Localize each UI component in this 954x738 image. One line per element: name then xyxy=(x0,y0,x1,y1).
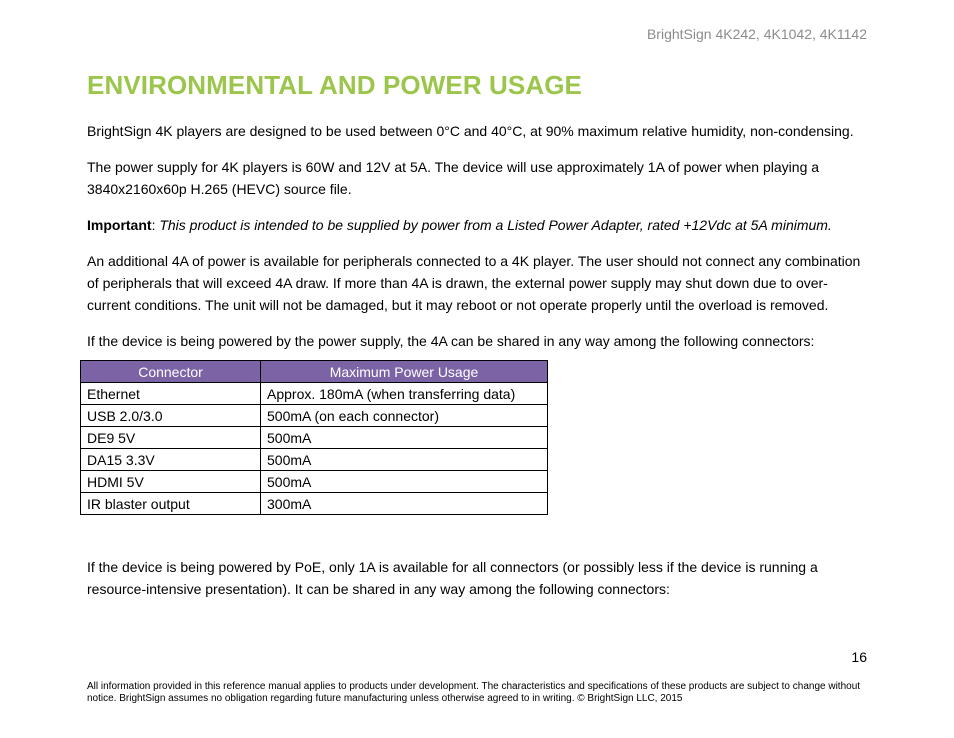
table-header-row xyxy=(81,361,548,383)
connector-power-table xyxy=(80,360,548,515)
important-text: This product is intended to be supplied by power from a Listed Power Adapter, rated +12Vdc at 5A minimum. xyxy=(159,217,832,233)
power-usage-cell: 500mA (on each connector) xyxy=(261,405,548,427)
table-row xyxy=(81,383,548,405)
column-header-connector: Connector xyxy=(81,361,261,383)
important-notice xyxy=(87,214,871,236)
peripheral-power-paragraph: An additional 4A of power is available for peripherals connected to a 4K player. The user should not connect any combination of peripherals that will exceed 4A draw. If more than 4A is drawn, the external power supply may shut down due to over-current conditions. The unit will not be damaged, but it may reboot or not operate properly until the overload is removed. xyxy=(87,253,861,313)
power-usage-cell: 500mA xyxy=(261,427,548,449)
power-supply-sharing-paragraph: If the device is being powered by the power supply, the 4A can be shared in any way among the following connectors: xyxy=(87,333,815,349)
power-supply-paragraph: The power supply for 4K players is 60W and 12V at 5A. The device will use approximately 1A of power when playing a 3840x2160x60p H.265 (HEVC) source file. xyxy=(87,159,820,197)
power-usage-cell: Approx. 180mA (when transferring data) xyxy=(261,383,548,405)
connector-cell: USB 2.0/3.0 xyxy=(81,405,261,427)
connector-cell: DA15 3.3V xyxy=(81,449,261,471)
table-row xyxy=(81,493,548,515)
operating-conditions-paragraph: BrightSign 4K players are designed to be used between 0°C and 40°C, at 90% maximum relative humidity, non-condensing. xyxy=(87,123,854,139)
table-row xyxy=(81,405,548,427)
connector-cell: Ethernet xyxy=(81,383,261,405)
table-row xyxy=(81,449,548,471)
important-label: Important xyxy=(87,217,152,233)
connector-cell: HDMI 5V xyxy=(81,471,261,493)
page-number: 16 xyxy=(851,649,867,665)
connector-cell: IR blaster output xyxy=(81,493,261,515)
running-header: BrightSign 4K242, 4K1042, 4K1142 xyxy=(646,26,867,42)
connector-cell: DE9 5V xyxy=(81,427,261,449)
section-title: ENVIRONMENTAL AND POWER USAGE xyxy=(87,70,582,100)
power-usage-cell: 300mA xyxy=(261,493,548,515)
important-separator: : xyxy=(151,217,160,233)
table-row xyxy=(81,427,548,449)
column-header-max-power: Maximum Power Usage xyxy=(261,361,548,383)
legal-footer: All information provided in this reference manual applies to products under development. The characteristics and specifications of these products are subject to change without notice. BrightSign assumes no obligation regarding future manufacturing unless otherwise agreed to in writing. © BrightSign LLC, 2015 xyxy=(87,681,861,704)
page-content xyxy=(87,70,871,600)
power-usage-cell: 500mA xyxy=(261,449,548,471)
power-usage-cell: 500mA xyxy=(261,471,548,493)
table-row xyxy=(81,471,548,493)
poe-sharing-paragraph: If the device is being powered by PoE, only 1A is available for all connectors (or possibly less if the device is running a resource-intensive presentation). It can be shared in any way among the following connectors: xyxy=(87,559,818,597)
